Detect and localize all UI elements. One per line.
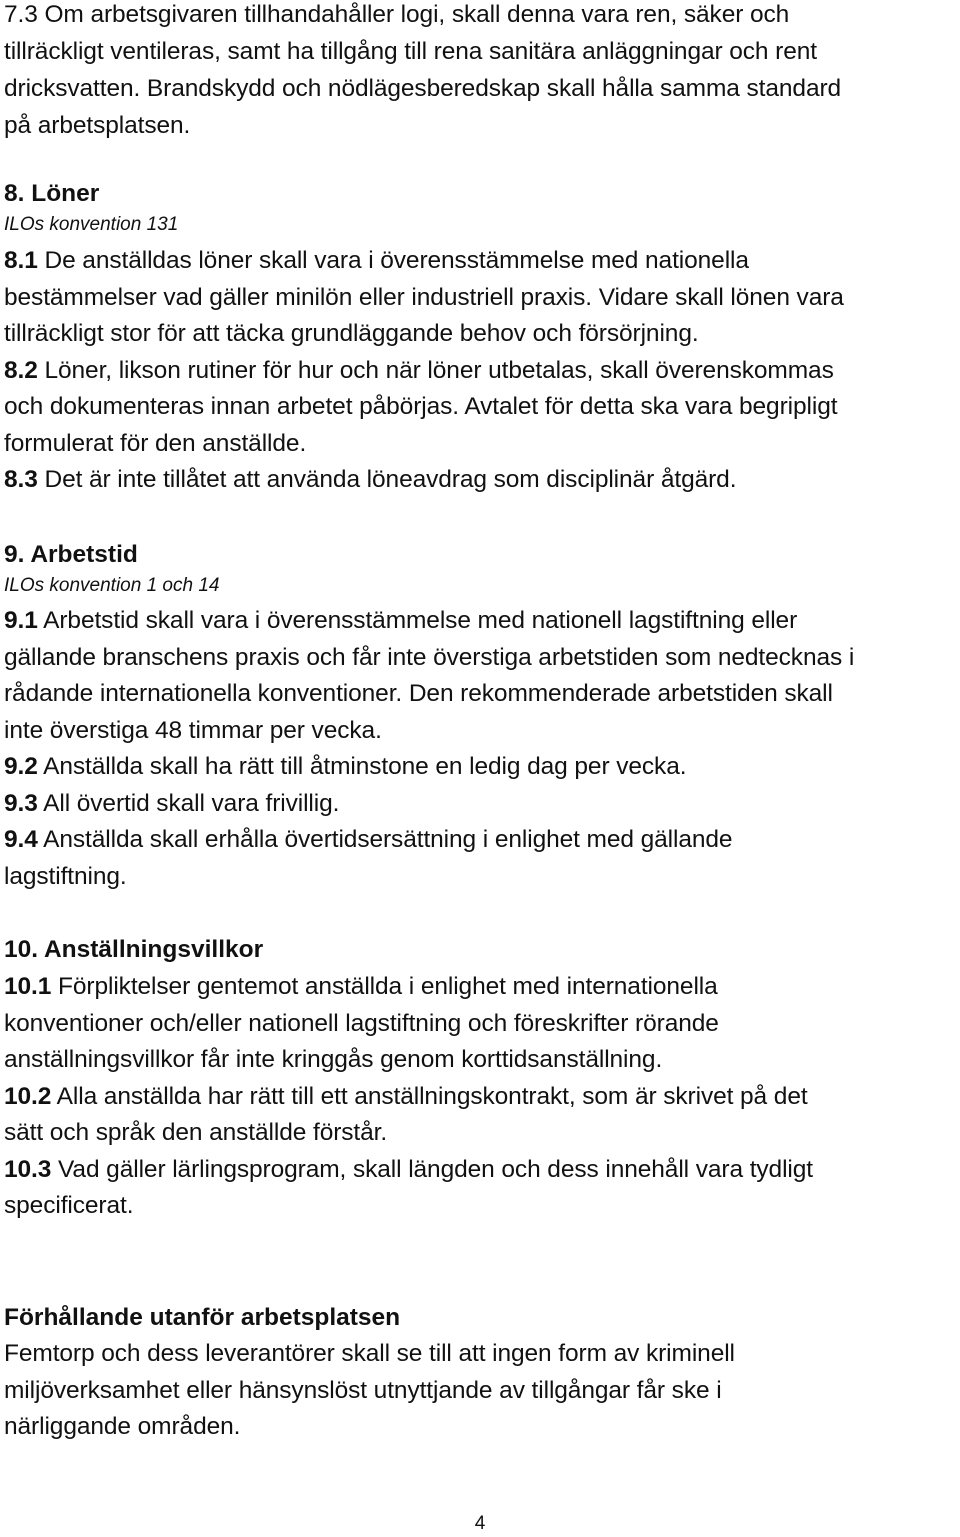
clause-number: 9.2 [4,753,38,780]
paragraph-line: inte överstiga 48 timmar per vecka. [4,716,382,744]
clause-text: Löner, likson rutiner för hur och när löner utbetalas, skall överenskommas [37,356,834,384]
clause-text: De anställdas löner skall vara i överensstämmelse med nationella [37,247,749,274]
section-9-paragraphs [4,603,956,895]
paragraph-line: rådande internationella konventioner. Den rekommenderade arbetstiden skall [4,680,833,707]
clause-text: Vad gäller lärlingsprogram, skall längden och dess innehåll vara tydligt [51,1155,813,1183]
paragraph-8-3 [4,462,956,499]
paragraph-line: gällande branschens praxis och får inte överstiga arbetstiden som nedtecknas i [4,643,855,671]
paragraph-9-1 [4,603,956,640]
paragraph-9-4 [4,822,956,859]
section-7-3 [4,0,956,144]
paragraph-line: konventioner och/eller nationell lagstiftning och föreskrifter rörande [4,1009,719,1037]
clause-number: 10.1 [4,973,52,1000]
paragraph-line: och dokumenteras innan arbetet påbörjas. Avtalet för detta ska vara begripligt [4,393,838,420]
paragraph-line: dricksvatten. Brandskydd och nödlägesberedskap skall hålla samma standard [4,75,842,102]
clause-number: 8.1 [4,247,38,274]
paragraph-9-2 [4,749,956,786]
section-heading: Förhållande utanför arbetsplatsen [4,1304,401,1331]
paragraph-8-2 [4,353,956,390]
section-outside-workplace [4,1301,956,1335]
section-8-paragraphs [4,243,956,499]
clause-text: Anställda skall ha rätt till åtminstone en ledig dag per vecka. [37,753,687,780]
clause-number: 9.4 [4,826,38,853]
clause-number: 8.3 [4,466,38,493]
clause-text: Anställda skall erhålla övertidsersättning i enlighet med gällande [37,826,733,853]
section-9 [4,538,956,600]
page-number: 4 [474,1513,486,1534]
paragraph-10-1 [4,969,956,1006]
paragraph-line: Femtorp och dess leverantörer skall se till att ingen form av kriminell [4,1340,735,1367]
clause-number: 9.3 [4,789,38,817]
paragraph-line: närliggande områden. [4,1413,241,1440]
paragraph-line: bestämmelser vad gäller minilön eller industriell praxis. Vidare skall lönen vara [4,283,844,311]
clause-text: Det är inte tillåtet att använda löneavdrag som disciplinär åtgärd. [37,466,737,493]
section-10-paragraphs [4,969,956,1225]
clause-number: 10.2 [4,1082,52,1110]
paragraph-line: miljöverksamhet eller hänsynslöst utnyttjande av tillgångar får ske i [4,1376,722,1404]
section-8 [4,177,956,239]
section-10 [4,933,956,967]
paragraph-10-3 [4,1152,956,1189]
paragraph-line: anställningsvillkor får inte kringgås genom korttidsanställning. [4,1046,663,1073]
clause-text: Alla anställda har rätt till ett anställningskontrakt, som är skrivet på det [51,1082,808,1110]
paragraph-line: formulerat för den anställde. [4,429,307,457]
clause-number: 8.2 [4,356,38,384]
ilo-reference: ILOs konvention 1 och 14 [4,575,220,596]
paragraph-line: specificerat. [4,1192,134,1219]
clause-number: 9.1 [4,607,38,634]
section-heading: 10. Anställningsvillkor [4,936,264,963]
paragraph-line: på arbetsplatsen. [4,112,191,139]
clause-text: All övertid skall vara frivillig. [37,789,340,817]
ilo-reference: ILOs konvention 131 [4,214,179,235]
section-heading: 9. Arbetstid [4,541,138,568]
paragraph-9-3 [4,786,956,823]
outside-paragraph [4,1336,956,1446]
clause-text: Förpliktelser gentemot anställda i enlighet med internationella [51,973,718,1000]
paragraph-line: 7.3 Om arbetsgivaren tillhandahåller logi, skall denna vara ren, säker och [4,1,790,28]
paragraph-line: sätt och språk den anställde förstår. [4,1119,388,1146]
paragraph-10-2 [4,1079,956,1116]
paragraph-line: lagstiftning. [4,862,127,890]
clause-text: Arbetstid skall vara i överensstämmelse med nationell lagstiftning eller [37,607,798,634]
paragraph-line: tillräckligt ventileras, samt ha tillgång till rena sanitära anläggningar och rent [4,38,817,65]
paragraph-line: tillräckligt stor för att täcka grundläggande behov och försörjning. [4,320,699,347]
section-heading: 8. Löner [4,180,100,207]
paragraph-8-1 [4,243,956,280]
clause-number: 10.3 [4,1155,52,1183]
